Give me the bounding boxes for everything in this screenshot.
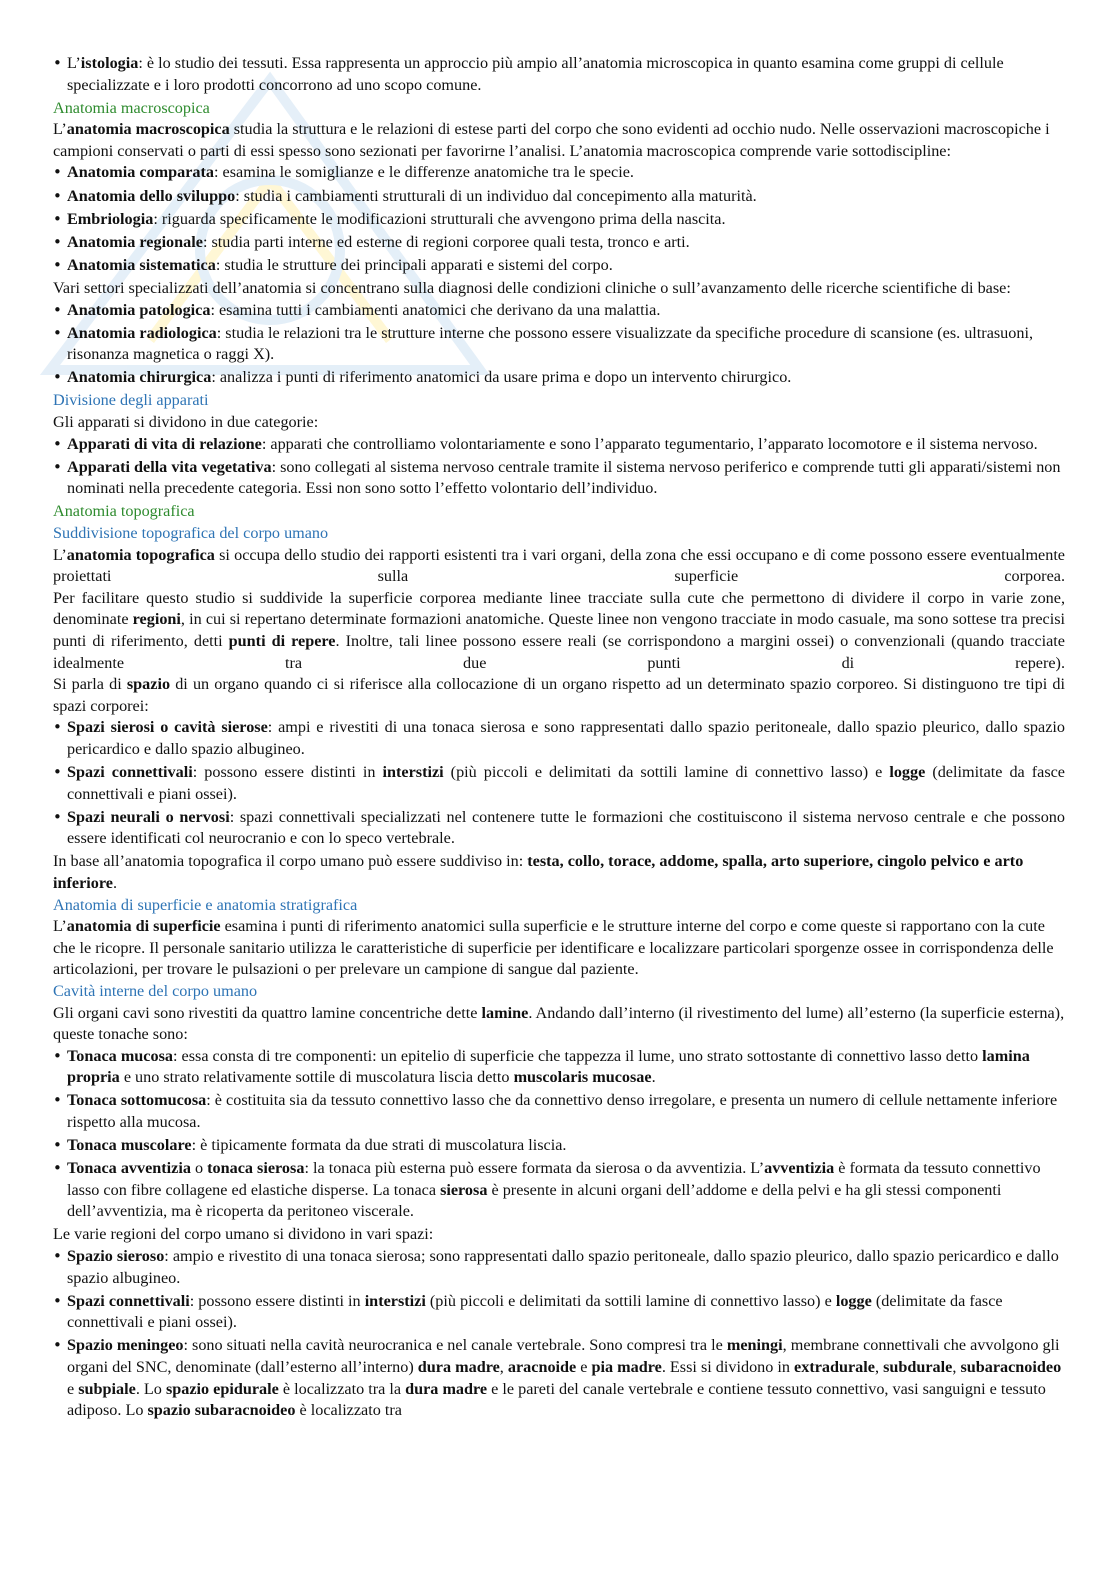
list-item bbox=[53, 300, 1065, 322]
text-run: esamina i punti di riferimento anatomici sulla superficie e le strutture interne del corpo e come queste si rapportano con la cute che le ricopre. Il personale sanitario utilizza le caratteristiche di superficie per identificare e localizzare particolari sporgenze ossee in corrispondenza delle articolazioni, per trovare le pulsazioni o per prelevare un campione di sangue dal paziente. bbox=[53, 917, 1054, 979]
bold-text: logge bbox=[835, 1291, 872, 1310]
list-item bbox=[53, 1046, 1065, 1089]
text-run: e uno strato relativamente sottile di muscolatura liscia detto bbox=[119, 1068, 514, 1087]
paragraph bbox=[53, 278, 1065, 300]
list-item bbox=[53, 1090, 1065, 1133]
text-run: , bbox=[874, 1358, 884, 1377]
text-run: . bbox=[651, 1068, 656, 1087]
text-run: Gli apparati si dividono in due categorie: bbox=[53, 413, 319, 431]
bold-text: istologia bbox=[80, 54, 139, 72]
bullet-list bbox=[53, 434, 1065, 500]
text-run: : spazi connettivali specializzati nel contenere tutte le formazioni che costituiscono il sistema nervoso centrale e che possono essere identificati col neurocranio e con lo speco vertebrale. bbox=[67, 807, 1065, 848]
text-run: è presente in alcuni organi dell’addome e della pelvi e ha gli stessi componenti dell’avventizia, ma è ricoperta da peritoneo viscerale. bbox=[67, 1180, 1002, 1221]
bullet-list bbox=[53, 717, 1065, 850]
text-run: : esamina le somiglianze e le differenze anatomiche tra le specie. bbox=[214, 163, 634, 182]
section-heading: Anatomia macroscopica bbox=[53, 98, 210, 117]
text-run: (più piccoli e delimitati da sottili lamine di connettivo lasso) e bbox=[443, 763, 890, 781]
text-run: , membrane connettivali che avvolgono gli organi del SNC, denominate (dall’esterno all’interno) bbox=[67, 1336, 1060, 1377]
text-run: si occupa dello studio dei rapporti esistenti tra i vari organi, della zona che essi occupano e di come possono essere eventualmente proiettati sulla superficie corporea. bbox=[53, 545, 1065, 586]
text-run: : possono essere distinti in bbox=[192, 763, 383, 781]
text-run: : sono situati nella cavità neurocranica e nel canale vertebrale. Sono compresi tra le bbox=[183, 1336, 727, 1355]
bold-text: Anatomia dello sviluppo bbox=[67, 186, 236, 205]
bold-text: Spazi sierosi o cavità sierose bbox=[67, 718, 268, 737]
list-item bbox=[53, 1335, 1065, 1421]
text-run: : studia i cambiamenti strutturali di un individuo dal concepimento alla maturità. bbox=[235, 186, 757, 205]
list-item bbox=[53, 1158, 1065, 1223]
list-item bbox=[53, 186, 1065, 208]
list-item bbox=[53, 457, 1065, 500]
text-run: In base all’anatomia topografica il corpo umano può essere suddiviso in: bbox=[53, 852, 528, 871]
bold-text: Spazio meningeo bbox=[67, 1336, 184, 1355]
text-run: L’ bbox=[67, 54, 81, 72]
bold-text: Spazi connettivali bbox=[67, 763, 193, 781]
bold-text: regioni bbox=[132, 610, 181, 629]
bold-text: Tonaca avventizia bbox=[67, 1159, 191, 1178]
list-item bbox=[53, 162, 1065, 184]
list-item bbox=[53, 53, 1065, 96]
bullet-list bbox=[53, 53, 1065, 96]
bold-text: Apparati della vita vegetativa bbox=[67, 457, 272, 476]
text-run: è localizzato tra bbox=[295, 1401, 402, 1420]
bold-text: anatomia di superficie bbox=[66, 917, 221, 936]
bold-text: Tonaca sottomucosa bbox=[67, 1091, 207, 1110]
list-item bbox=[53, 1291, 1065, 1334]
text-run: è formata da tessuto connettivo lasso con fibre collagene ed elastiche disperse. La tonaca bbox=[67, 1159, 1041, 1199]
list-item bbox=[53, 762, 1065, 805]
text-run: . bbox=[112, 873, 117, 892]
bold-text: Anatomia regionale bbox=[67, 232, 203, 251]
paragraph bbox=[53, 1003, 1065, 1046]
text-run: di un organo quando ci si riferisce alla collocazione di un organo rispetto ad un determinato spazio corporeo. Si distinguono tre tipi di spazi corporei: bbox=[53, 675, 1065, 715]
paragraph bbox=[53, 545, 1065, 588]
bold-text: pia madre bbox=[591, 1358, 662, 1377]
bold-text: spazio bbox=[126, 675, 171, 694]
bold-text: interstizi bbox=[364, 1291, 426, 1310]
text-run: : ampi e rivestiti di una tonaca sierosa e sono rappresentati dallo spazio peritoneale, dallo spazio pleurico, dallo spazio pericardico e dallo spazio albugineo. bbox=[67, 718, 1065, 758]
text-run: : esamina tutti i cambiamenti anatomici che derivano da una malattia. bbox=[210, 300, 661, 319]
text-run: , bbox=[952, 1358, 961, 1377]
bold-text: dura madre bbox=[405, 1379, 488, 1398]
bold-text: avventizia bbox=[764, 1159, 835, 1178]
text-run: . Essi si dividono in bbox=[661, 1358, 795, 1377]
text-run: : analizza i punti di riferimento anatomici da usare prima e dopo un intervento chirurgico. bbox=[211, 368, 792, 387]
text-run: : apparati che controlliamo volontariamente e sono l’apparato tegumentario, l’apparato locomotore e il sistema nervoso. bbox=[261, 434, 1038, 453]
text-run: Le varie regioni del corpo umano si dividono in vari spazi: bbox=[53, 1225, 434, 1244]
bold-text: Tonaca muscolare bbox=[67, 1136, 192, 1155]
list-item bbox=[53, 255, 1065, 277]
text-run: : studia le strutture dei principali apparati e sistemi del corpo. bbox=[215, 255, 613, 274]
text-run: (più piccoli e delimitati da sottili lamine di connettivo lasso) e bbox=[425, 1291, 836, 1310]
text-run: : la tonaca più esterna può essere formata da sierosa o da avventizia. L’ bbox=[304, 1159, 765, 1178]
bold-text: Tonaca mucosa bbox=[67, 1046, 173, 1065]
text-run: . Andando dall’interno (il rivestimento del lume) all’esterno (la superficie esterna), queste tonache sono: bbox=[53, 1003, 1065, 1044]
paragraph bbox=[53, 119, 1065, 162]
list-item bbox=[53, 1135, 1065, 1157]
text-run: è localizzato tra la bbox=[278, 1379, 406, 1398]
bold-text: Spazi neurali o nervosi bbox=[67, 807, 230, 826]
section-heading: Anatomia di superficie e anatomia stratigrafica bbox=[53, 895, 358, 914]
text-run: e le pareti del canale vertebrale e contiene tessuto connettivo, vasi sanguigni e tessuto adiposo. Lo bbox=[67, 1379, 1046, 1420]
bold-text: Apparati di vita di relazione bbox=[67, 434, 262, 453]
text-run: : studia le relazioni tra le strutture interne che possono essere visualizzate da specifiche procedure di scansione (es. ultrasuoni, risonanza magnetica o raggi X). bbox=[67, 323, 1034, 364]
paragraph bbox=[53, 916, 1065, 981]
bold-text: meningi bbox=[726, 1336, 783, 1355]
bold-text: subdurale bbox=[883, 1358, 953, 1377]
list-item bbox=[53, 807, 1065, 850]
bold-text: anatomia macroscopica bbox=[66, 120, 230, 139]
bullet-list bbox=[53, 300, 1065, 389]
bold-text: spazio epidurale bbox=[165, 1379, 279, 1398]
bold-text: Anatomia patologica bbox=[67, 300, 211, 319]
bold-text: anatomia topografica bbox=[66, 545, 215, 564]
text-run: . Inoltre, tali linee possono essere reali (se corrispondono a margini ossei) o convenzionali (quando tracciate idealmente tra due punti di repere). bbox=[53, 631, 1065, 672]
text-run: Si parla di bbox=[53, 675, 127, 694]
bullet-list bbox=[53, 1046, 1065, 1223]
bold-text: subpiale bbox=[78, 1379, 136, 1398]
bullet-list bbox=[53, 162, 1065, 276]
bold-text: subaracnoideo bbox=[960, 1358, 1062, 1377]
list-item bbox=[53, 367, 1065, 389]
text-run: (delimitate da fasce connettivali e piani ossei). bbox=[67, 763, 1065, 803]
bold-text: extradurale bbox=[794, 1358, 875, 1377]
text-run: : è tipicamente formata da due strati di muscolatura liscia. bbox=[191, 1136, 567, 1155]
bold-text: Spazio sieroso bbox=[67, 1247, 165, 1266]
section-heading: Divisione degli apparati bbox=[53, 391, 209, 410]
bullet-list bbox=[53, 1246, 1065, 1422]
bold-text: dura madre bbox=[417, 1358, 500, 1377]
text-run: L’ bbox=[53, 120, 67, 139]
section-heading: Cavità interne del corpo umano bbox=[53, 981, 258, 1000]
bold-text: Spazi connettivali bbox=[67, 1291, 190, 1310]
paragraph bbox=[53, 1224, 1065, 1246]
bold-text: Anatomia comparata bbox=[67, 163, 215, 182]
bold-text: tonaca sierosa bbox=[207, 1159, 305, 1178]
bold-text: Anatomia chirurgica bbox=[67, 368, 212, 387]
bold-text: muscolaris mucosae bbox=[513, 1068, 652, 1087]
text-run: : è costituita sia da tessuto connettivo lasso che da connettivo denso irregolare, e presenta un numero di cellule nettamente inferiore rispetto alla mucosa. bbox=[67, 1091, 1058, 1131]
text-run: : è lo studio dei tessuti. Essa rappresenta un approccio più ampio all’anatomia microscopica in quanto esamina come gruppi di cellule specializzate e i loro prodotti concorrono ad uno scopo comune. bbox=[67, 54, 1004, 94]
document-body bbox=[53, 53, 1065, 1423]
text-run: : possono essere distinti in bbox=[189, 1291, 365, 1310]
paragraph bbox=[53, 674, 1065, 717]
text-run: L’ bbox=[53, 545, 67, 564]
list-item bbox=[53, 717, 1065, 760]
paragraph bbox=[53, 588, 1065, 674]
bold-text: aracnoide bbox=[507, 1358, 577, 1377]
list-item bbox=[53, 434, 1065, 456]
text-run: o bbox=[190, 1159, 208, 1178]
text-run: Per facilitare questo studio si suddivide la superficie corporea mediante linee tracciate sulla cute che permettono di dividere il corpo in varie zone, denominate bbox=[53, 588, 1065, 629]
text-run: : ampio e rivestito di una tonaca sierosa; sono rappresentati dallo spazio peritoneale, dallo spazio pleurico, dallo spazio pericardico e dallo spazio albugineo. bbox=[67, 1247, 1059, 1287]
list-item bbox=[53, 1246, 1065, 1289]
bold-text: spazio subaracnoideo bbox=[147, 1401, 296, 1420]
list-item bbox=[53, 232, 1065, 254]
bold-text: Anatomia radiologica bbox=[67, 323, 217, 342]
text-run: , in cui si repertano determinate formazioni anatomiche. Queste linee non vengono tracciate in modo casuale, ma sono sottese tra precisi punti di riferimento, detti bbox=[53, 610, 1066, 650]
bold-text: punti di repere bbox=[228, 631, 336, 650]
text-run: . Lo bbox=[135, 1379, 166, 1398]
bold-text: sierosa bbox=[440, 1180, 488, 1199]
text-run: e bbox=[67, 1379, 79, 1398]
list-item bbox=[53, 209, 1065, 231]
text-run: : essa consta di tre componenti: un epitelio di superficie che tappezza il lume, uno strato sottostante di connettivo lasso detto bbox=[172, 1046, 983, 1065]
text-run: studia la struttura e le relazioni di estese parti del corpo che sono evidenti ad occhio nudo. Nelle osservazioni macroscopiche i campioni conservati o parti di essi spesso sono sezionati per favorirne l’analisi. L’anatomia macroscopica comprende varie sottodiscipline: bbox=[53, 120, 1050, 160]
bold-text: testa, collo, torace, addome, spalla, arto superiore, cingolo pelvico e arto inferiore bbox=[53, 852, 1024, 892]
text-run: (delimitate da fasce connettivali e piani ossei). bbox=[67, 1291, 1003, 1332]
text-run: : sono collegati al sistema nervoso centrale tramite il sistema nervoso periferico e comprende tutti gli apparati/sistemi non nominati nella precedente categoria. Essi non sono sotto l’effetto volontario dell’individuo. bbox=[67, 457, 1061, 498]
bold-text: lamine bbox=[481, 1003, 529, 1022]
text-run: : riguarda specificamente le modificazioni strutturali che avvengono prima della nascita. bbox=[153, 209, 726, 228]
section-heading: Suddivisione topografica del corpo umano bbox=[53, 523, 329, 542]
section-heading: Anatomia topografica bbox=[53, 502, 195, 521]
paragraph bbox=[53, 412, 1065, 434]
text-run: e bbox=[576, 1358, 592, 1377]
text-run: , bbox=[499, 1358, 508, 1377]
text-run: : studia parti interne ed esterne di regioni corporee quali testa, tronco e arti. bbox=[202, 232, 690, 251]
text-run: L’ bbox=[53, 917, 67, 936]
bold-text: logge bbox=[889, 763, 926, 781]
bold-text: lamina propria bbox=[67, 1046, 1030, 1087]
bold-text: Anatomia sistematica bbox=[67, 255, 216, 274]
bold-text: interstizi bbox=[382, 763, 444, 781]
list-item bbox=[53, 323, 1065, 366]
text-run: Vari settori specializzati dell’anatomia si concentrano sulla diagnosi delle condizioni cliniche o sull’avanzamento delle ricerche scientifiche di base: bbox=[53, 278, 1011, 297]
text-run: Gli organi cavi sono rivestiti da quattro lamine concentriche dette bbox=[53, 1003, 482, 1022]
bold-text: Embriologia bbox=[67, 209, 154, 228]
paragraph bbox=[53, 851, 1065, 894]
